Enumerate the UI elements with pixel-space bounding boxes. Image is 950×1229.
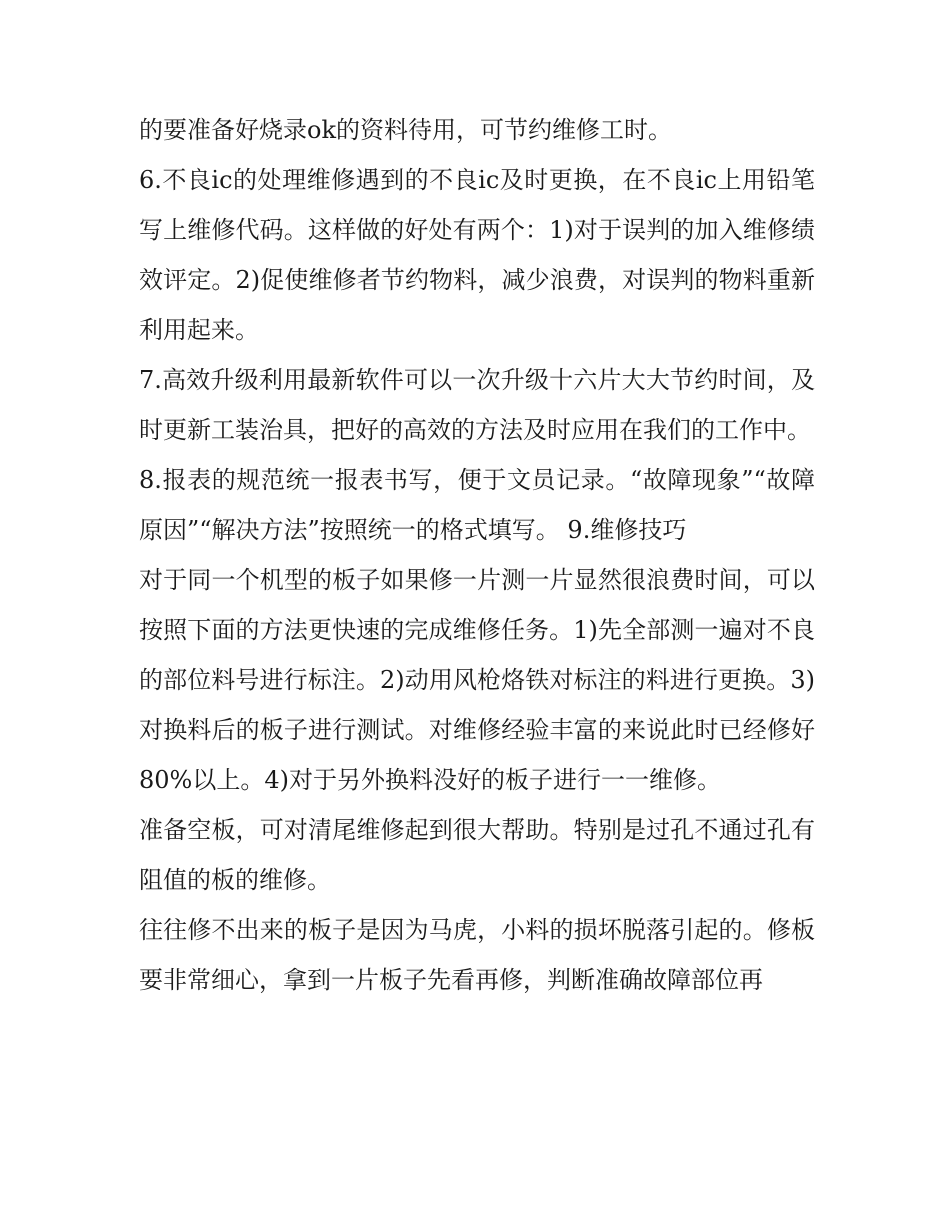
document-body <box>139 105 815 1005</box>
paragraph-item-8: 8.报表的规范统一报表书写，便于文员记录。“故障现象”“故障原因”“解决方法”按照统一的格式填写。 9.维修技巧 <box>139 466 815 544</box>
paragraph-repair-tips: 对于同一个机型的板子如果修一片测一片显然很浪费时间，可以按照下面的方法更快速的完成维修任务。1)先全部测一遍对不良的部位料号进行标注。2)动用风枪烙铁对标注的料进行更换。3)对换料后的板子进行测试。对维修经验丰富的来说此时已经修好80%以上。4)对于另外换料没好的板子进行一一维修。 <box>139 566 815 794</box>
paragraph-carefulness: 往往修不出来的板子是因为马虎，小料的损坏脱落引起的。修板要非常细心，拿到一片板子先看再修，判断准确故障部位再 <box>139 916 815 994</box>
paragraph-item-6: 6.不良ic的处理维修遇到的不良ic及时更换，在不良ic上用铅笔写上维修代码。这样做的好处有两个：1)对于误判的加入维修绩效评定。2)促使维修者节约物料，减少浪费，对误判的物料重新利用起来。 <box>139 166 815 344</box>
paragraph-continuation: 的要准备好烧录ok的资料待用，可节约维修工时。 <box>139 116 672 144</box>
paragraph-item-7: 7.高效升级利用最新软件可以一次升级十六片大大节约时间，及时更新工装治具，把好的高效的方法及时应用在我们的工作中。 <box>139 366 815 444</box>
paragraph-spare-board: 准备空板，可对清尾维修起到很大帮助。特别是过孔不通过孔有阻值的板的维修。 <box>139 816 815 894</box>
